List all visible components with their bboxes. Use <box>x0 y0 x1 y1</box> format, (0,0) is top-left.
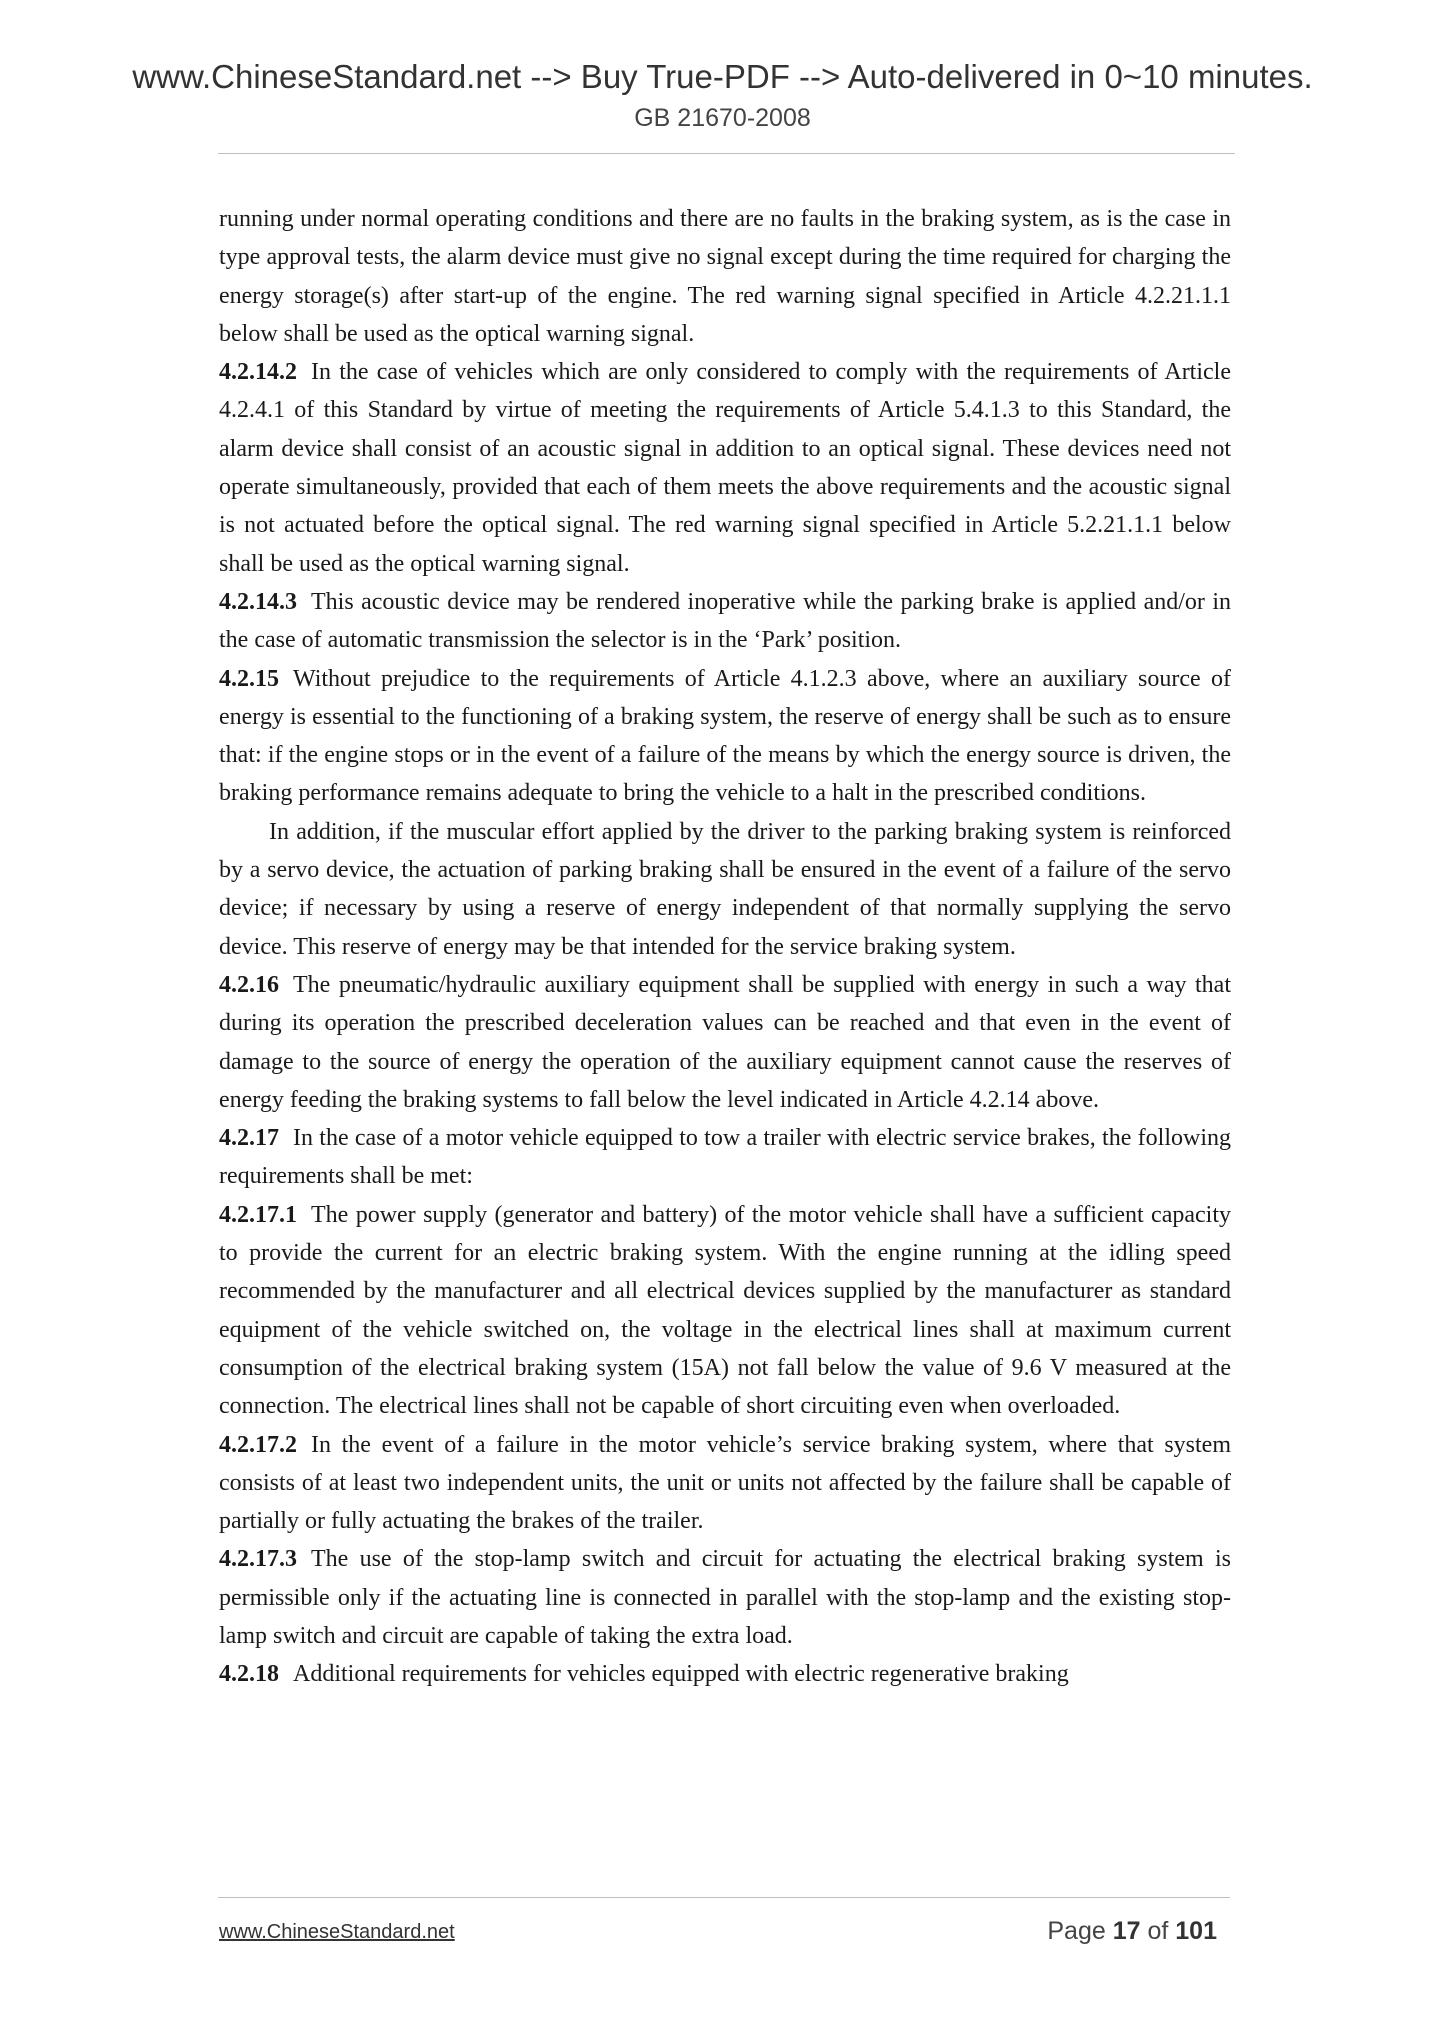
document-body <box>219 200 1231 1694</box>
paragraph <box>219 583 1231 660</box>
paragraph-text: running under normal operating conditions and there are no faults in the braking system, as is the case in type approval tests, the alarm device must give no signal except during the time required for charging the energy storage(s) after start-up of the engine. The red warning signal specified in Article 4.2.21.1.1 below shall be used as the optical warning signal. <box>219 206 1231 347</box>
footer-site-link[interactable]: www.ChineseStandard.net <box>219 1921 455 1943</box>
clause-number: 4.2.14.2 <box>219 359 297 386</box>
clause-number: 4.2.15 <box>219 665 279 692</box>
paragraph <box>219 1426 1231 1541</box>
paragraph-text: In the event of a failure in the motor vehicle’s service braking system, where that system consists of at least two independent units, the unit or units not affected by the failure shall be capable of partially or fully actuating the brakes of the trailer. <box>219 1431 1231 1535</box>
paragraph <box>219 353 1231 583</box>
paragraph <box>219 966 1231 1119</box>
standard-code: GB 21670-2008 <box>634 104 811 132</box>
clause-number: 4.2.17.1 <box>219 1201 297 1228</box>
paragraph-text: In the case of a motor vehicle equipped to tow a trailer with electric service brakes, the following requirements shall be met: <box>219 1125 1231 1190</box>
paragraph-text: Additional requirements for vehicles equipped with electric regenerative braking <box>293 1661 1069 1688</box>
page-total: 101 <box>1175 1917 1217 1945</box>
page-indicator <box>1047 1917 1217 1946</box>
paragraph <box>219 1119 1231 1196</box>
clause-number: 4.2.17.2 <box>219 1431 297 1458</box>
clause-number: 4.2.14.3 <box>219 588 297 615</box>
paragraph-text: The pneumatic/hydraulic auxiliary equipment shall be supplied with energy in such a way that during its operation the prescribed deceleration values can be reached and that even in the event of damage to the source of energy the operation of the auxiliary equipment cannot cause the reserves of energy feeding the braking systems to fall below the level indicated in Article 4.2.14 above. <box>219 971 1231 1113</box>
clause-number: 4.2.17.3 <box>219 1546 297 1573</box>
footer-divider <box>218 1897 1230 1898</box>
paragraph <box>219 200 1231 353</box>
header-divider <box>218 153 1235 154</box>
paragraph-text: Without prejudice to the requirements of Article 4.1.2.3 above, where an auxiliary source of energy is essential to the functioning of a braking system, the reserve of energy shall be such as to ensure that: if the engine stops or in the event of a failure of the means by which the energy source is driven, the braking performance remains adequate to bring the vehicle to a halt in the prescribed conditions. <box>219 665 1231 807</box>
clause-number: 4.2.17 <box>219 1125 279 1152</box>
paragraph <box>219 1196 1231 1426</box>
paragraph-text: The use of the stop-lamp switch and circuit for actuating the electrical braking system is permissible only if the actuating line is connected in parallel with the stop-lamp and the existing stop-lamp switch and circuit are capable of taking the extra load. <box>219 1546 1231 1649</box>
page-of: of <box>1147 1917 1169 1945</box>
page-word: Page <box>1047 1917 1106 1945</box>
clause-number: 4.2.18 <box>219 1661 279 1688</box>
paragraph <box>219 660 1231 813</box>
page-current: 17 <box>1112 1917 1141 1945</box>
paragraph-text: In addition, if the muscular effort applied by the driver to the parking braking system is reinforced by a servo device, the actuation of parking braking shall be ensured in the event of a failure of the servo device; if necessary by using a reserve of energy independent of that normally supplying the servo device. This reserve of energy may be that intended for the service braking system. <box>219 818 1231 960</box>
paragraph <box>219 813 1231 966</box>
paragraph-text: The power supply (generator and battery) of the motor vehicle shall have a sufficient capacity to provide the current for an electric braking system. With the engine running at the idling speed recommended by the manufacturer and all electrical devices supplied by the manufacturer as standard equipment of the vehicle switched on, the voltage in the electrical lines shall at maximum current consumption of the electrical braking system (15A) not fall below the value of 9.6 V measured at the connection. The electrical lines shall not be capable of short circuiting even when overloaded. <box>219 1201 1231 1420</box>
clause-number: 4.2.16 <box>219 971 279 998</box>
paragraph-text: This acoustic device may be rendered inoperative while the parking brake is applied and/or in the case of automatic transmission the selector is in the ‘Park’ position. <box>219 588 1231 654</box>
paragraph <box>219 1655 1231 1693</box>
header-banner[interactable]: www.ChineseStandard.net --> Buy True-PDF --> Auto-delivered in 0~10 minutes. <box>132 58 1313 95</box>
paragraph-text: In the case of vehicles which are only considered to comply with the requirements of Article 4.2.4.1 of this Standard by virtue of meeting the requirements of Article 5.4.1.3 to this Standard, the alarm device shall consist of an acoustic signal in addition to an optical signal. These devices need not operate simultaneously, provided that each of them meets the above requirements and the acoustic signal is not actuated before the optical signal. The red warning signal specified in Article 5.2.21.1.1 below shall be used as the optical warning signal. <box>219 359 1231 577</box>
paragraph <box>219 1540 1231 1655</box>
